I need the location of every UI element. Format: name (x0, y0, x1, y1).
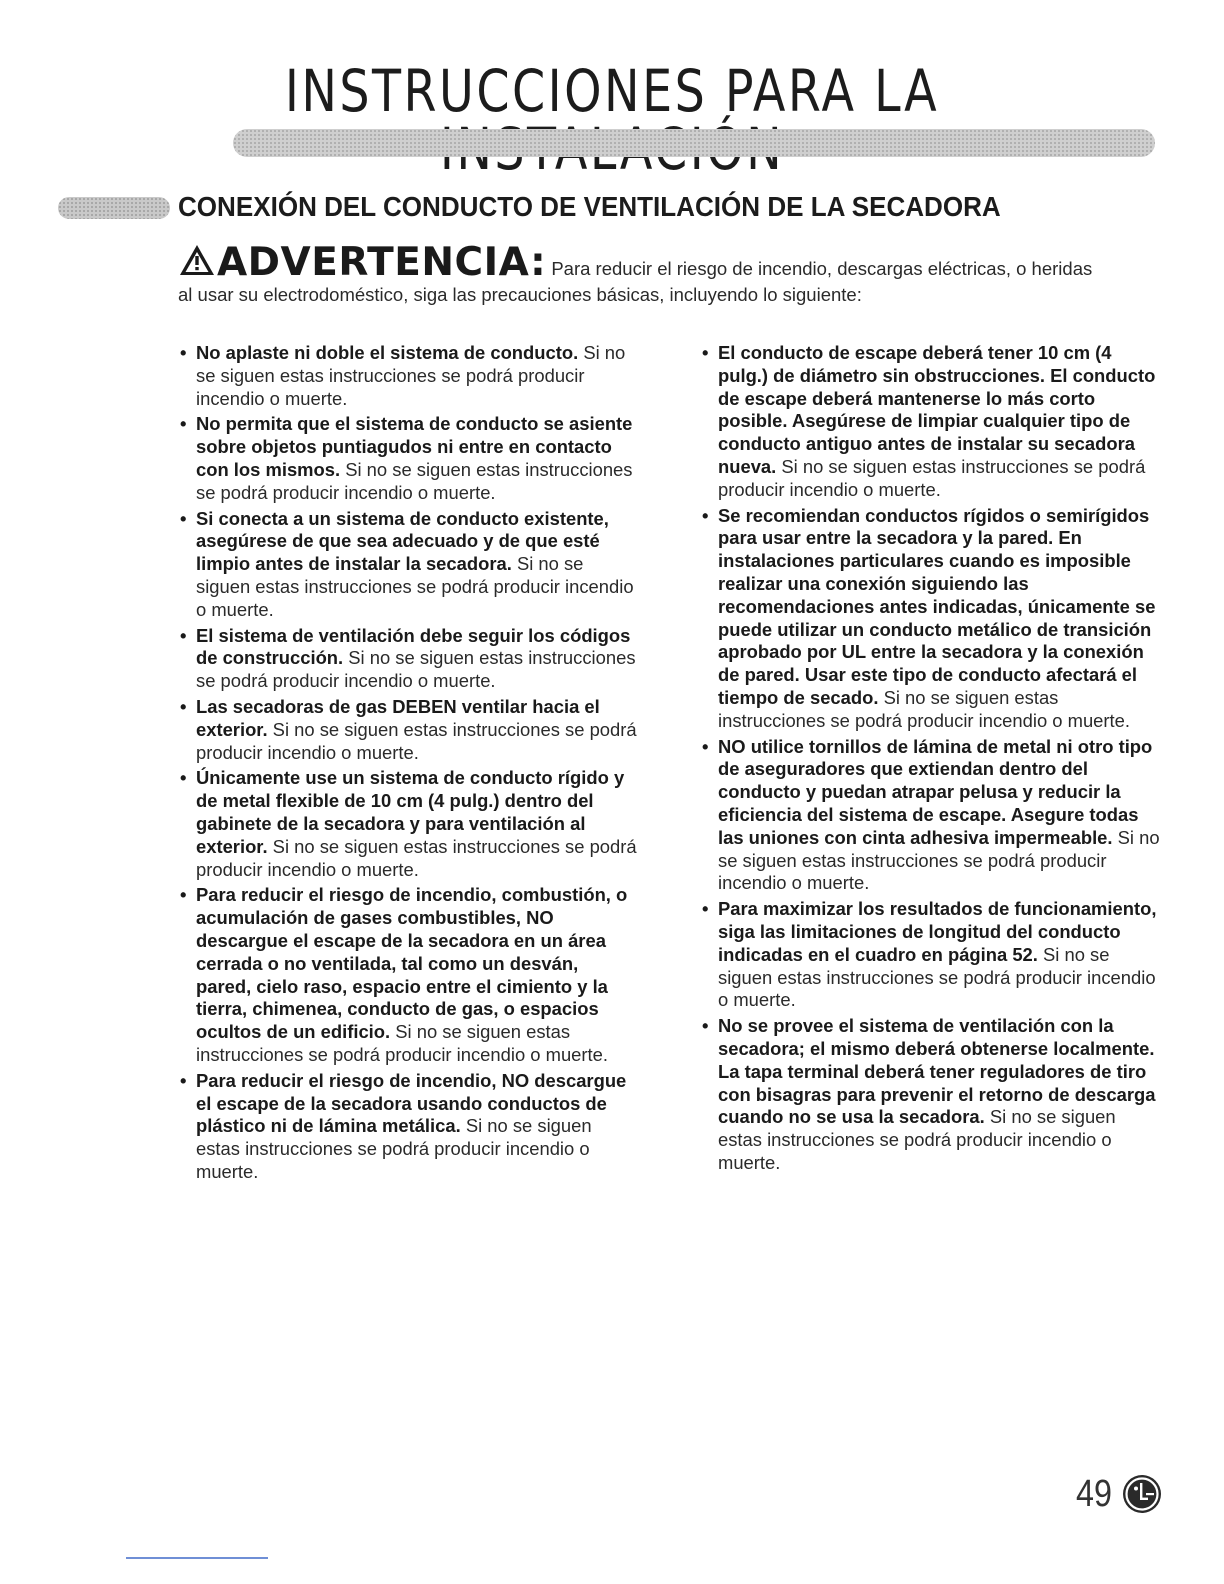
bullet-icon: • (180, 1069, 187, 1091)
list-item (178, 767, 638, 881)
item-bold-text: Para maximizar los resultados de funcionamiento, siga las limitaciones de longitud del conducto indicadas en el cuadro en página 52. (718, 898, 1157, 965)
list-item (178, 625, 638, 693)
item-bold-text: No permita que el sistema de conducto se asiente sobre objetos puntiagudos ni entre en contacto con los mismos. (196, 413, 633, 480)
item-text: Si no se siguen estas instrucciones se podrá producir incendio o muerte. (196, 458, 633, 503)
item-bold-text: El sistema de ventilación debe seguir los códigos de construcción. (196, 624, 631, 669)
item-bold-text: Se recomiendan conductos rígidos o semirígidos para usar entre la secadora y la pared. En instalaciones particulares cuando es imposible realizar una conexión siguiendo las recomendaciones antes indicadas, únicamente se puede utilizar un conducto metálico de transición aprobado por UL entre la secadora y la conexión de pared. Usar este tipo de conducto afectará el tiempo de secado. (718, 504, 1156, 708)
item-text: Si no se siguen estas instrucciones se podrá producir incendio o muerte. (196, 647, 636, 692)
bullet-icon: • (180, 767, 187, 789)
list-item (178, 1070, 638, 1184)
warning-line-1 (178, 240, 1138, 285)
footer-rule (126, 1557, 268, 1559)
item-text: Si no se siguen estas instrucciones se podrá producir incendio o muerte. (196, 835, 637, 880)
item-bold-text: No se provee el sistema de ventilación con la secadora; el mismo deberá obtenerse localmente. La tapa terminal deberá tener reguladores de tiro con bisagras para prevenir el retorno de descarga cuando no se usa la secadora. (718, 1015, 1156, 1128)
list-item (178, 413, 638, 504)
list-item (178, 342, 638, 410)
item-text: Si no se siguen estas instrucciones se podrá producir incendio o muerte. (718, 1106, 1116, 1173)
list-item (700, 898, 1160, 1012)
page-title: INSTRUCCIONES PARA LA (284, 57, 940, 125)
item-text: Si no se siguen estas instrucciones se podrá producir incendio o muerte. (196, 718, 637, 763)
list-item (178, 884, 638, 1066)
bullet-icon: • (702, 1015, 709, 1037)
item-bold-text: Las secadoras de gas DEBEN ventilar hacia el exterior. (196, 695, 600, 740)
item-text: Si no se siguen estas instrucciones se podrá producir incendio o muerte. (196, 553, 634, 620)
section-marker-pill (58, 197, 170, 219)
list-item (700, 505, 1160, 733)
item-bold-text: Si conecta a un sistema de conducto existente, asegúrese de que sea adecuado y de que esté limpio antes de instalar la secadora. (196, 507, 609, 575)
item-text: Si no se siguen estas instrucciones se podrá producir incendio o muerte. (196, 1021, 608, 1065)
item-bold-text: NO utilice tornillos de lámina de metal ni otro tipo de aseguradores que extiendan dentro del conducto y puedan atrapar pelusa y reducir la eficiencia del sistema de escape. Asegure todas las uniones con cinta adhesiva impermeable. (718, 735, 1153, 848)
list-item (700, 736, 1160, 896)
item-bold-text: Únicamente use un sistema de conducto rígido y de metal flexible de 10 cm (4 pulg.) dentro del gabinete de la secadora y para ventilación al exterior. (196, 767, 625, 857)
title-underline-band (233, 129, 1155, 157)
item-text: Si no se siguen estas instrucciones se podrá producir incendio o muerte. (196, 1115, 592, 1182)
item-text: Si no se siguen estas instrucciones se podrá producir incendio o muerte. (718, 826, 1160, 894)
right-column (700, 342, 1160, 1178)
list-item (178, 508, 638, 622)
bullet-icon: • (180, 413, 187, 435)
bullet-icon: • (702, 898, 709, 920)
item-bold-text: No aplaste ni doble el sistema de conducto. (196, 342, 579, 363)
bullet-icon: • (180, 507, 187, 529)
bullet-icon: • (180, 695, 187, 717)
bullet-icon: • (180, 342, 187, 363)
warning-text-line-2: al usar su electrodoméstico, siga las precauciones básicas, incluyendo lo siguiente: (178, 284, 862, 305)
item-text: Si no se siguen estas instrucciones se podrá producir incendio o muerte. (718, 455, 1146, 500)
bullet-icon: • (180, 624, 187, 646)
bullet-icon: • (702, 342, 709, 363)
list-item (700, 342, 1160, 502)
bullet-icon: • (180, 884, 187, 906)
left-column (178, 342, 638, 1187)
warning-text-line-1: Para reducir el riesgo de incendio, descargas eléctricas, o heridas (551, 258, 1093, 279)
item-text: Si no se siguen estas instrucciones se podrá producir incendio o muerte. (718, 686, 1130, 731)
item-text: Si no se siguen estas instrucciones se podrá producir incendio o muerte. (196, 342, 626, 409)
item-bold-text: El conducto de escape deberá tener 10 cm (4 pulg.) de diámetro sin obstrucciones. El conducto de escape deberá mantenerse lo más corto posible. Asegúrese de limpiar cualquier tipo de conducto antiguo antes de instalar su secadora nueva. (718, 342, 1156, 477)
page-number: 49 (1076, 1473, 1112, 1515)
list-item (178, 696, 638, 764)
warning-block (178, 240, 1138, 307)
item-bold-text: Para reducir el riesgo de incendio, NO descargue el escape de la secadora usando conductos de plástico ni de lámina metálica. (196, 1069, 627, 1137)
section-title: CONEXIÓN DEL CONDUCTO DE VENTILACIÓN DE LA SECADORA (178, 191, 1001, 222)
list-item (700, 1015, 1160, 1175)
bullet-icon: • (702, 504, 709, 526)
bullet-icon: • (702, 735, 709, 757)
lg-logo-icon (1122, 1474, 1162, 1514)
warning-triangle-icon (178, 243, 216, 277)
item-bold-text: Para reducir el riesgo de incendio, combustión, o acumulación de gases combustibles, NO descargue el escape de la secadora en un área cerrada o no ventilada, tal como un desván, pared, cielo raso, espacio entre el cimiento y la tierra, chimenea, conducto de gas, o espacios ocultos de un edificio. (196, 884, 628, 1043)
warning-label: ADVERTENCIA: (217, 240, 547, 285)
item-text: Si no se siguen estas instrucciones se podrá producir incendio o muerte. (718, 943, 1156, 1011)
